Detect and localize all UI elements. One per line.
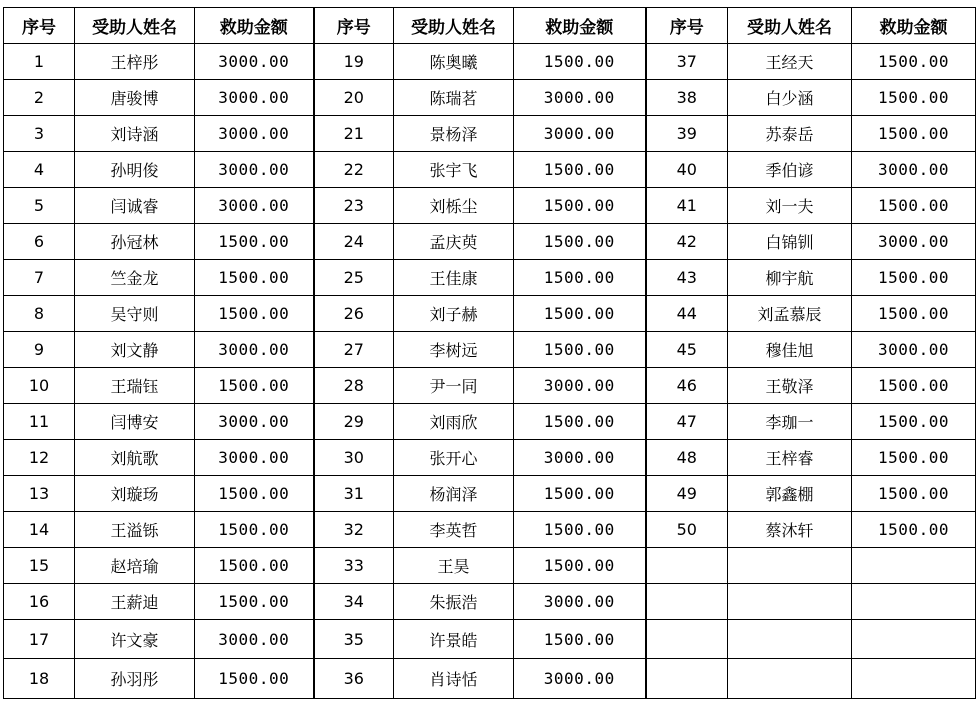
name-cell-2: 刘雨欣: [394, 404, 514, 440]
amount-cell-1: 1500.00: [195, 224, 314, 260]
amount-cell-1: 3000.00: [195, 116, 314, 152]
seq-cell-1: 5: [4, 188, 75, 224]
header-seq-2: 序号: [314, 8, 394, 44]
seq-cell-3: 40: [646, 152, 728, 188]
name-cell-2: 肖诗恬: [394, 659, 514, 699]
seq-cell-2: 21: [314, 116, 394, 152]
name-cell-3: 刘一夫: [728, 188, 852, 224]
name-cell-1: 刘璇玚: [75, 476, 195, 512]
seq-cell-1: 4: [4, 152, 75, 188]
amount-cell-1: 1500.00: [195, 368, 314, 404]
name-cell-1: 刘诗涵: [75, 116, 195, 152]
seq-cell-3: 47: [646, 404, 728, 440]
seq-cell-1: 15: [4, 548, 75, 584]
seq-cell-2: 35: [314, 620, 394, 659]
amount-cell-3: 3000.00: [852, 332, 976, 368]
amount-cell-3: 1500.00: [852, 476, 976, 512]
amount-cell-3: [852, 620, 976, 659]
name-cell-3: 白少涵: [728, 80, 852, 116]
seq-cell-1: 1: [4, 44, 75, 80]
name-cell-3: [728, 584, 852, 620]
seq-cell-3: [646, 620, 728, 659]
amount-cell-2: 1500.00: [514, 620, 646, 659]
amount-cell-3: 1500.00: [852, 368, 976, 404]
seq-cell-3: 48: [646, 440, 728, 476]
amount-cell-2: 1500.00: [514, 260, 646, 296]
amount-cell-1: 3000.00: [195, 332, 314, 368]
name-cell-1: 唐骏博: [75, 80, 195, 116]
name-cell-1: 王薪迪: [75, 584, 195, 620]
table-row: [4, 659, 976, 699]
table-header: [4, 8, 976, 44]
seq-cell-2: 28: [314, 368, 394, 404]
amount-cell-2: 1500.00: [514, 512, 646, 548]
amount-cell-2: 1500.00: [514, 44, 646, 80]
name-cell-1: 王瑞钰: [75, 368, 195, 404]
header-row: [4, 8, 976, 44]
header-name-2: 受助人姓名: [394, 8, 514, 44]
name-cell-2: 李树远: [394, 332, 514, 368]
amount-cell-1: 1500.00: [195, 512, 314, 548]
seq-cell-2: 24: [314, 224, 394, 260]
header-seq-3: 序号: [646, 8, 728, 44]
header-seq-1: 序号: [4, 8, 75, 44]
name-cell-2: 朱振浩: [394, 584, 514, 620]
seq-cell-2: 33: [314, 548, 394, 584]
amount-cell-2: 3000.00: [514, 584, 646, 620]
seq-cell-2: 22: [314, 152, 394, 188]
amount-cell-1: 1500.00: [195, 476, 314, 512]
amount-cell-2: 1500.00: [514, 332, 646, 368]
header-name-3: 受助人姓名: [728, 8, 852, 44]
amount-cell-1: 3000.00: [195, 80, 314, 116]
seq-cell-3: [646, 584, 728, 620]
seq-cell-3: [646, 659, 728, 699]
seq-cell-3: 45: [646, 332, 728, 368]
relief-fund-table: [3, 7, 976, 699]
amount-cell-3: [852, 584, 976, 620]
amount-cell-3: 1500.00: [852, 188, 976, 224]
amount-cell-1: 1500.00: [195, 548, 314, 584]
amount-cell-3: 1500.00: [852, 116, 976, 152]
header-name-1: 受助人姓名: [75, 8, 195, 44]
amount-cell-2: 3000.00: [514, 116, 646, 152]
amount-cell-3: 1500.00: [852, 260, 976, 296]
amount-cell-3: 3000.00: [852, 152, 976, 188]
amount-cell-2: 1500.00: [514, 188, 646, 224]
name-cell-2: 张开心: [394, 440, 514, 476]
name-cell-2: 王佳康: [394, 260, 514, 296]
seq-cell-3: 43: [646, 260, 728, 296]
seq-cell-3: 38: [646, 80, 728, 116]
amount-cell-2: 1500.00: [514, 476, 646, 512]
amount-cell-3: 1500.00: [852, 296, 976, 332]
seq-cell-1: 13: [4, 476, 75, 512]
table-row: [4, 224, 976, 260]
amount-cell-3: 1500.00: [852, 404, 976, 440]
seq-cell-1: 6: [4, 224, 75, 260]
name-cell-3: 李珈一: [728, 404, 852, 440]
table-row: [4, 440, 976, 476]
amount-cell-1: 3000.00: [195, 620, 314, 659]
seq-cell-3: 46: [646, 368, 728, 404]
name-cell-1: 吴守则: [75, 296, 195, 332]
seq-cell-3: 49: [646, 476, 728, 512]
table-row: [4, 332, 976, 368]
amount-cell-3: [852, 659, 976, 699]
seq-cell-2: 20: [314, 80, 394, 116]
amount-cell-2: 3000.00: [514, 80, 646, 116]
seq-cell-2: 29: [314, 404, 394, 440]
seq-cell-2: 23: [314, 188, 394, 224]
seq-cell-2: 27: [314, 332, 394, 368]
name-cell-3: [728, 659, 852, 699]
name-cell-3: 王敬泽: [728, 368, 852, 404]
seq-cell-3: 37: [646, 44, 728, 80]
seq-cell-2: 25: [314, 260, 394, 296]
seq-cell-2: 30: [314, 440, 394, 476]
name-cell-3: [728, 620, 852, 659]
amount-cell-1: 1500.00: [195, 659, 314, 699]
seq-cell-1: 10: [4, 368, 75, 404]
name-cell-3: 柳宇航: [728, 260, 852, 296]
seq-cell-2: 26: [314, 296, 394, 332]
amount-cell-2: 1500.00: [514, 404, 646, 440]
name-cell-2: 陈瑞茗: [394, 80, 514, 116]
seq-cell-2: 19: [314, 44, 394, 80]
name-cell-3: 季伯谚: [728, 152, 852, 188]
name-cell-3: 穆佳旭: [728, 332, 852, 368]
amount-cell-1: 3000.00: [195, 152, 314, 188]
name-cell-2: 王昊: [394, 548, 514, 584]
amount-cell-1: 1500.00: [195, 584, 314, 620]
seq-cell-1: 17: [4, 620, 75, 659]
amount-cell-2: 1500.00: [514, 548, 646, 584]
seq-cell-1: 8: [4, 296, 75, 332]
name-cell-3: 郭鑫棚: [728, 476, 852, 512]
table-row: [4, 116, 976, 152]
table-row: [4, 368, 976, 404]
table-row: [4, 476, 976, 512]
seq-cell-3: 44: [646, 296, 728, 332]
name-cell-1: 孙明俊: [75, 152, 195, 188]
amount-cell-2: 1500.00: [514, 296, 646, 332]
amount-cell-3: 1500.00: [852, 440, 976, 476]
table-row: [4, 296, 976, 332]
table-row: [4, 404, 976, 440]
name-cell-3: 蔡沐轩: [728, 512, 852, 548]
table-row: [4, 548, 976, 584]
seq-cell-2: 34: [314, 584, 394, 620]
table-body: [4, 44, 976, 699]
amount-cell-1: 3000.00: [195, 440, 314, 476]
name-cell-1: 赵培瑜: [75, 548, 195, 584]
name-cell-2: 张宇飞: [394, 152, 514, 188]
seq-cell-1: 3: [4, 116, 75, 152]
amount-cell-3: 1500.00: [852, 512, 976, 548]
table-row: [4, 152, 976, 188]
name-cell-2: 刘栎尘: [394, 188, 514, 224]
seq-cell-3: 50: [646, 512, 728, 548]
seq-cell-1: 2: [4, 80, 75, 116]
seq-cell-3: [646, 548, 728, 584]
header-amount-1: 救助金额: [195, 8, 314, 44]
amount-cell-3: 3000.00: [852, 224, 976, 260]
table-row: [4, 44, 976, 80]
name-cell-3: 苏泰岳: [728, 116, 852, 152]
amount-cell-2: 1500.00: [514, 224, 646, 260]
seq-cell-1: 14: [4, 512, 75, 548]
amount-cell-1: 3000.00: [195, 404, 314, 440]
seq-cell-1: 9: [4, 332, 75, 368]
table-row: [4, 512, 976, 548]
table-row: [4, 584, 976, 620]
amount-cell-3: 1500.00: [852, 44, 976, 80]
seq-cell-1: 18: [4, 659, 75, 699]
name-cell-3: 王梓睿: [728, 440, 852, 476]
name-cell-2: 尹一同: [394, 368, 514, 404]
name-cell-2: 景杨泽: [394, 116, 514, 152]
name-cell-1: 孙羽彤: [75, 659, 195, 699]
name-cell-1: 刘航歌: [75, 440, 195, 476]
name-cell-1: 竺金龙: [75, 260, 195, 296]
table-row: [4, 620, 976, 659]
name-cell-1: 闫博安: [75, 404, 195, 440]
name-cell-1: 刘文静: [75, 332, 195, 368]
name-cell-1: 闫诚睿: [75, 188, 195, 224]
header-amount-2: 救助金额: [514, 8, 646, 44]
seq-cell-1: 16: [4, 584, 75, 620]
seq-cell-1: 11: [4, 404, 75, 440]
name-cell-1: 王梓彤: [75, 44, 195, 80]
seq-cell-2: 36: [314, 659, 394, 699]
name-cell-1: 许文豪: [75, 620, 195, 659]
seq-cell-3: 42: [646, 224, 728, 260]
name-cell-1: 王溢铄: [75, 512, 195, 548]
amount-cell-3: 1500.00: [852, 80, 976, 116]
amount-cell-3: [852, 548, 976, 584]
name-cell-2: 李英哲: [394, 512, 514, 548]
table-row: [4, 188, 976, 224]
name-cell-2: 孟庆萸: [394, 224, 514, 260]
name-cell-3: 刘孟慕辰: [728, 296, 852, 332]
amount-cell-2: 3000.00: [514, 440, 646, 476]
seq-cell-3: 39: [646, 116, 728, 152]
name-cell-2: 陈奥曦: [394, 44, 514, 80]
amount-cell-2: 3000.00: [514, 659, 646, 699]
name-cell-3: [728, 548, 852, 584]
header-amount-3: 救助金额: [852, 8, 976, 44]
amount-cell-1: 1500.00: [195, 296, 314, 332]
table-row: [4, 260, 976, 296]
name-cell-3: 白锦钏: [728, 224, 852, 260]
name-cell-1: 孙冠林: [75, 224, 195, 260]
name-cell-2: 刘子赫: [394, 296, 514, 332]
seq-cell-1: 12: [4, 440, 75, 476]
amount-cell-1: 1500.00: [195, 260, 314, 296]
amount-cell-1: 3000.00: [195, 188, 314, 224]
seq-cell-1: 7: [4, 260, 75, 296]
amount-cell-1: 3000.00: [195, 44, 314, 80]
seq-cell-2: 32: [314, 512, 394, 548]
seq-cell-3: 41: [646, 188, 728, 224]
amount-cell-2: 1500.00: [514, 152, 646, 188]
amount-cell-2: 3000.00: [514, 368, 646, 404]
name-cell-2: 杨润泽: [394, 476, 514, 512]
table-row: [4, 80, 976, 116]
name-cell-3: 王经天: [728, 44, 852, 80]
name-cell-2: 许景皓: [394, 620, 514, 659]
seq-cell-2: 31: [314, 476, 394, 512]
